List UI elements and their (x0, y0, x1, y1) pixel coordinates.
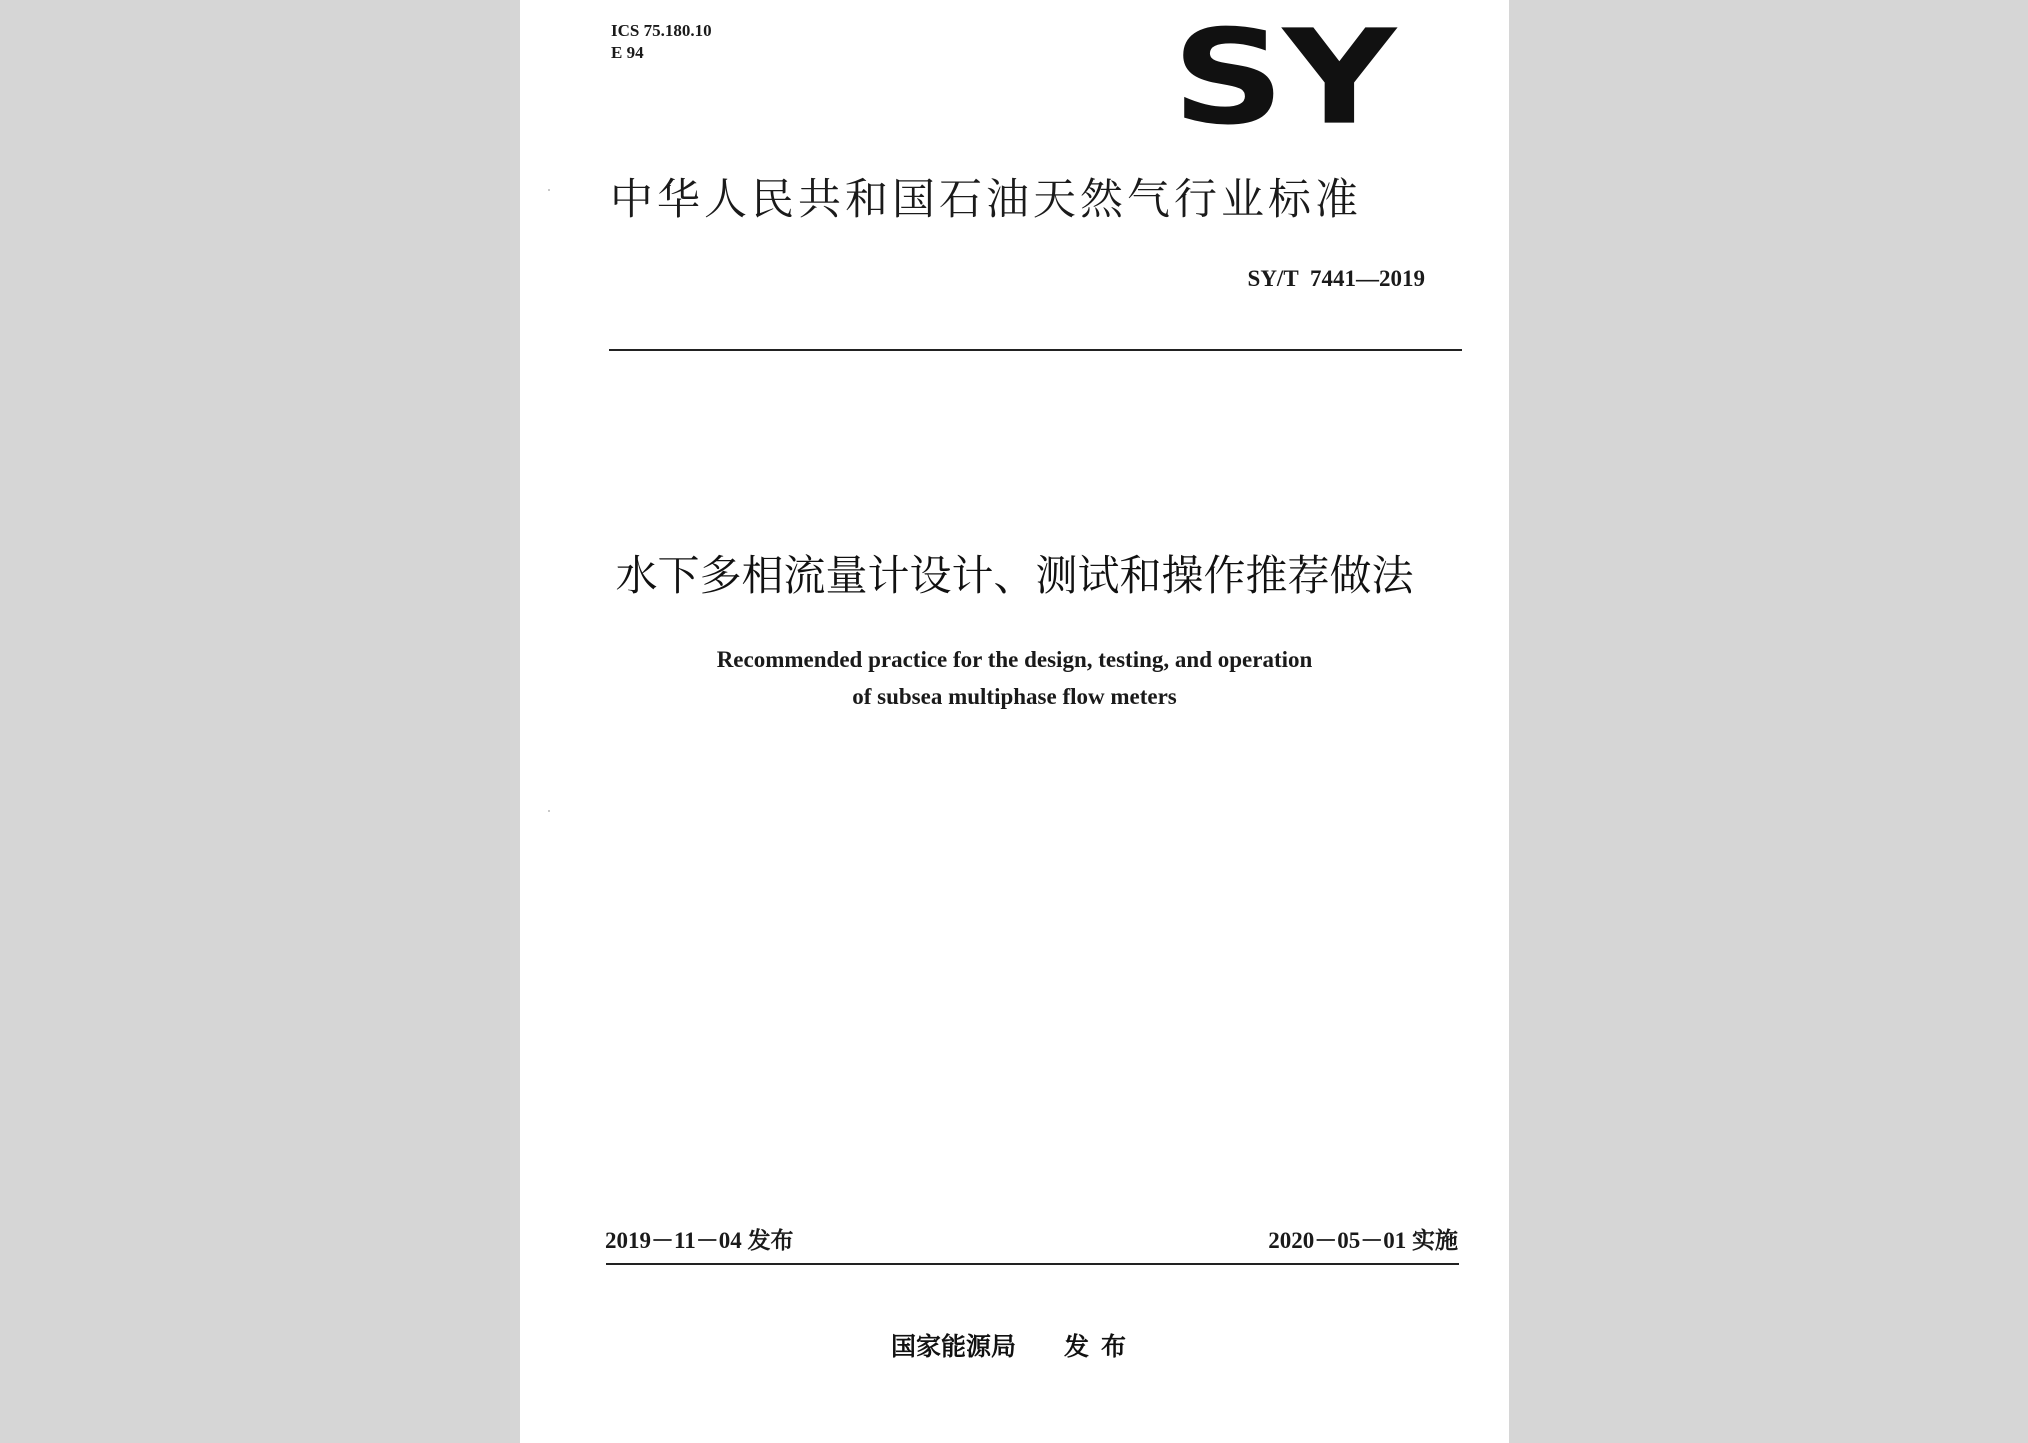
publisher-name: 国家能源局 (890, 1332, 1016, 1361)
publisher-line (520, 1330, 1509, 1364)
title-english (520, 641, 1509, 715)
bottom-divider (606, 1263, 1459, 1265)
implement-date: 2020－05－01 实施 (1268, 1228, 1458, 1253)
sy-logo: SY (1172, 1, 1395, 154)
standard-code: SY/T 7441—2019 (1247, 266, 1425, 291)
title-chinese: 水下多相流量计设计、测试和操作推荐做法 (615, 551, 1414, 600)
ccs-code: E 94 (611, 43, 644, 62)
title-english-line2: of subsea multiphase flow meters (852, 684, 1177, 709)
title-english-line1: Recommended practice for the design, testing, and operation (716, 647, 1313, 672)
top-divider (609, 349, 1462, 351)
classification-codes (611, 20, 712, 64)
publisher-action: 发布 (1064, 1332, 1139, 1361)
standard-cover-page (520, 0, 1509, 1443)
ics-code: ICS 75.180.10 (611, 21, 712, 40)
industry-standard-heading: 中华人民共和国石油天然气行业标准 (610, 175, 1362, 225)
scan-speck (548, 189, 550, 191)
publish-date: 2019－11－04 发布 (605, 1228, 794, 1253)
scan-speck (548, 810, 550, 812)
